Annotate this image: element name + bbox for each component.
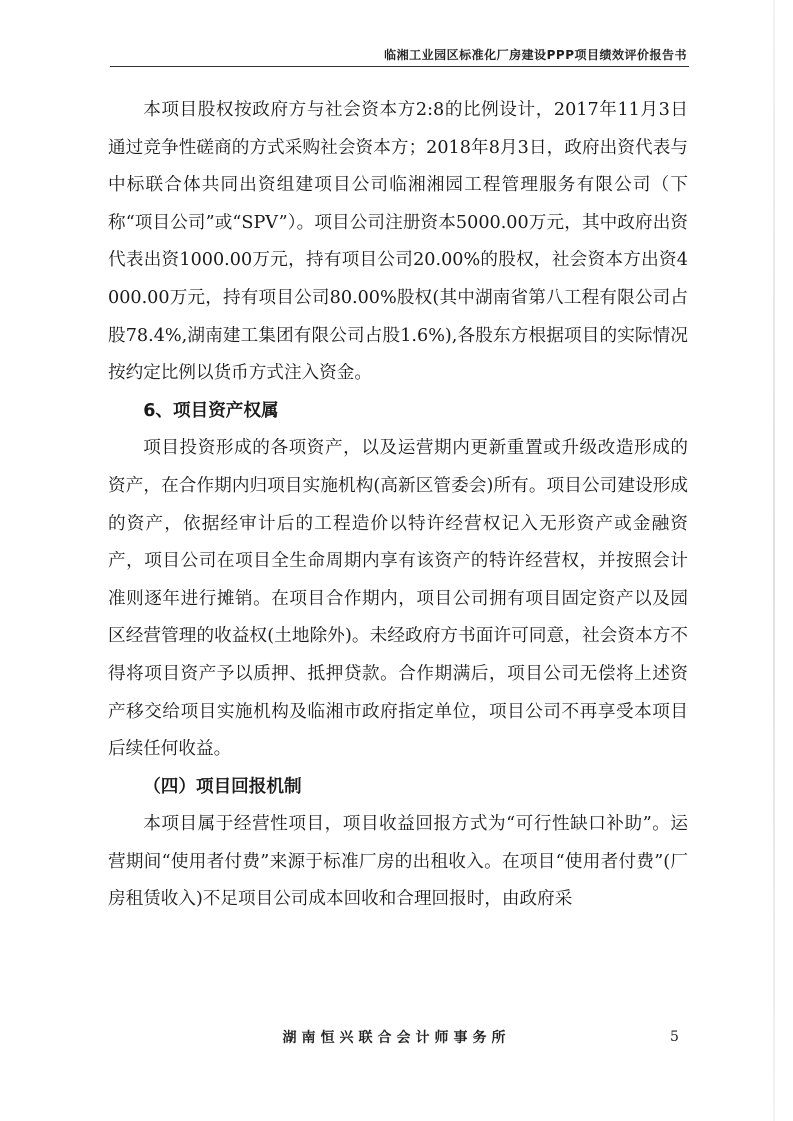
footer-firm-name: 湖南恒兴联合会计师事务所 [282,1030,511,1046]
scan-edge-shadow [773,0,775,1121]
page-body [108,92,688,919]
paragraph-equity-structure: 本项目股权按政府方与社会资本方2:8的比例设计，2017年11月3日通过竞争性磋商的方式采购社会资本方；2018年8月3日，政府出资代表与中标联合体共同出资组建项目公司临湘湘园工程管理服务有限公司（下称“项目公司”或“SPV”）。项目公司注册资本5000.00万元，其中政府出资代表出资1000.00万元，持有项目公司20.00%的股权，社会资本方出资4000.00万元，持有项目公司80.00%股权(其中湖南省第八工程有限公司占股78.4%,湖南建工集团有限公司占股1.6%),各股东方根据项目的实际情况按约定比例以货币方式注入资金。 [108,100,688,384]
section-heading-return-mechanism: （四）项目回报机制 [143,776,302,797]
header-divider [110,66,689,67]
paragraph-asset-ownership: 项目投资形成的各项资产，以及运营期内更新重置或升级改造形成的资产，在合作期内归项目实施机构(高新区管委会)所有。项目公司建设形成的资产，依据经审计后的工程造价以特许经营权记入无形资产或金融资产，项目公司在项目全生命周期内享有该资产的特许经营权，并按照会计准则逐年进行摊销。在项目合作期内，项目公司拥有项目固定资产以及园区经营管理的收益权(土地除外)。未经政府方书面许可同意，社会资本方不得将项目资产予以质押、抵押贷款。合作期满后，项目公司无偿将上述资产移交给项目实施机构及临湘市政府指定单位，项目公司不再享受本项目后续任何收益。 [108,438,688,760]
page-number: 5 [670,1029,679,1045]
paragraph-return-mechanism: 本项目属于经营性项目，项目收益回报方式为“可行性缺口补助”。运营期间“使用者付费”来源于标准厂房的出租收入。在项目“使用者付费”(厂房租赁收入)不足项目公司成本回收和合理回报时，由政府采 [108,814,688,910]
running-header: 临湘工业园区标准化厂房建设PPP项目绩效评价报告书 [384,48,687,62]
section-heading-asset-ownership: 6、项目资产权属 [143,400,279,421]
